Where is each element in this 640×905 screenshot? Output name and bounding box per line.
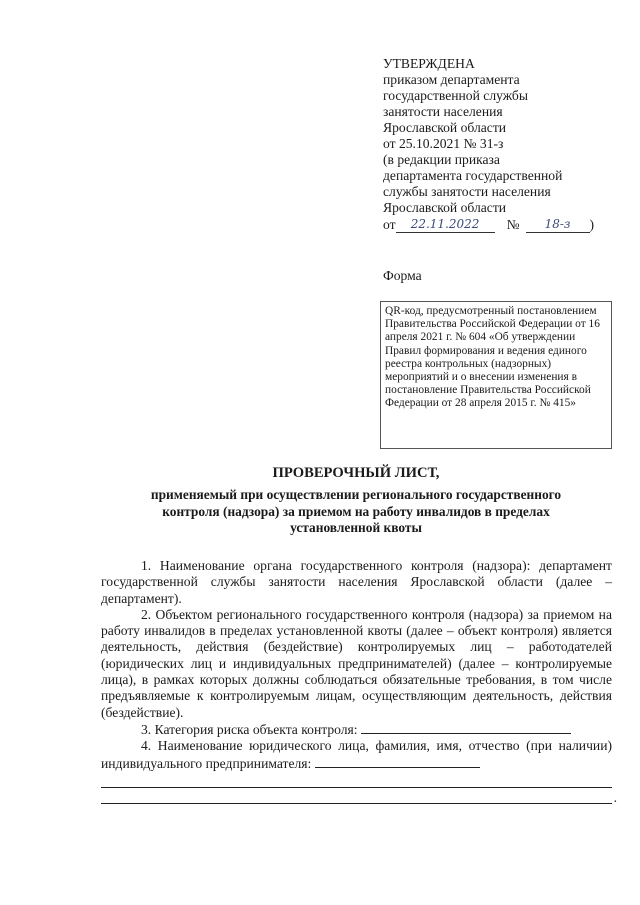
number-label: № [506, 217, 520, 232]
approval-line: департамента государственной [383, 168, 563, 183]
approval-line: государственной службы [383, 88, 528, 103]
approval-line: занятости населения [383, 104, 503, 119]
approval-line: приказом департамента [383, 72, 520, 87]
approval-line: УТВЕРЖДЕНА [383, 56, 475, 71]
title-line: установленной квоты [290, 520, 422, 535]
approval-line: Ярославской области [383, 120, 507, 135]
approval-line: (в редакции приказа [383, 152, 500, 167]
entity-name-field-line[interactable] [101, 772, 612, 788]
closing-paren: ) [589, 217, 595, 232]
end-dot: . [613, 789, 617, 805]
qr-code-placeholder-box [380, 301, 612, 449]
title-main: ПРОВЕРОЧНЫЙ ЛИСТ, [272, 465, 440, 481]
paragraph-4 [101, 738, 612, 772]
paragraph-2: 2. Объектом регионального государственного контроля (надзора) за приемом на работу инвалидов в пределах установленной квоты (далее – объект контроля) является деятельность, действия (бездействие) контролируемых лиц – работодателей (юридических лиц и индивидуальных предпринимателей) (далее – контролируемые лица), в рамках которых должны соблюдаться обязательные требования, в том числе предъявляемые к контролируемым лицам, осуществляющим деятельность, действия (бездействие). [101, 606, 612, 720]
title-line: применяемый при осуществлении регионального государственного [150, 487, 562, 502]
handwritten-number: 18-з [526, 216, 590, 233]
paragraph-3-text: 3. Категория риска объекта контроля: [141, 721, 358, 737]
entity-name-field[interactable] [315, 755, 480, 768]
approval-stamp-block [383, 56, 623, 233]
qr-box-text: QR-код, предусмотренный постановлением Правительства Российской Федерации от 16 апреля 2021 г. № 604 «Об утверждении Правил формирования и ведения единого реестра контрольных (надзорных) мероприятий и о внесении изменения в постановление Правительства Российской Федерации от 28 апреля 2015 г. № 415» [385, 305, 600, 410]
approval-line: службы занятости населения [383, 184, 551, 199]
paragraph-4-text: 4. Наименование юридического лица, фамилия, имя, отчество (при наличии) индивидуального предпринимателя: [101, 738, 612, 771]
title-line: контроля (надзора) за приемом на работу инвалидов в пределах [162, 503, 550, 519]
risk-category-field[interactable] [361, 721, 571, 734]
paragraph-3 [101, 721, 612, 738]
document-body [101, 558, 617, 805]
entity-name-field-line[interactable] [101, 788, 617, 805]
form-label: Форма [383, 268, 422, 283]
handwritten-date: 22.11.2022 [396, 216, 495, 233]
from-label: от [383, 217, 396, 232]
paragraph-1: 1. Наименование органа государственного контроля (надзора): департамент государственной службы занятости населения Ярославской области (далее – департамент). [101, 558, 612, 606]
approval-line: Ярославской области [383, 200, 507, 215]
amendment-date-line [383, 216, 623, 233]
checklist-title [100, 465, 612, 537]
approval-line: от 25.10.2021 № 31-з [383, 136, 504, 151]
